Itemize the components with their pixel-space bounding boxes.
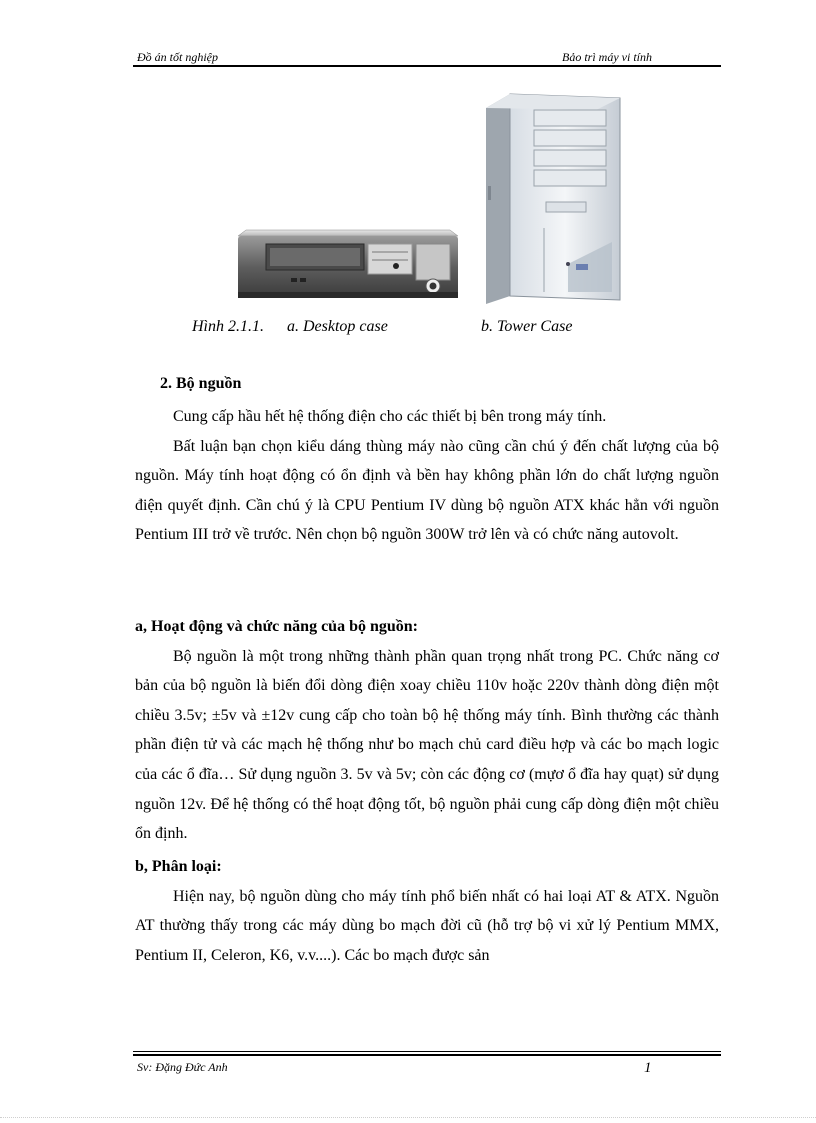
paragraph: Hiện nay, bộ nguồn dùng cho máy tính phổ biến nhất có hai loại AT & ATX. Nguồn AT thường thấy trong các máy dùng bo mạch đời cũ (hỗ trợ bộ vi xử lý Pentium MMX, Pentium II, Celeron, K6, v.v....). Các bo mạch được sản	[135, 887, 719, 964]
section-body	[135, 402, 719, 550]
subsection-heading: b, Phân loại:	[135, 858, 222, 875]
section-title: 2. Bộ nguồn	[160, 375, 242, 392]
footer-rule	[133, 1051, 721, 1052]
header-rule	[133, 65, 721, 67]
subsection-heading: a, Hoạt động và chức năng của bộ nguồn:	[135, 618, 418, 635]
desktop-case-image	[236, 222, 460, 302]
page-bottom-border	[0, 1117, 816, 1118]
figure-label-a: a. Desktop case	[287, 318, 388, 335]
subsection-b	[135, 852, 719, 970]
paragraph: Bất luận bạn chọn kiểu dáng thùng máy nào cũng cần chú ý đến chất lượng của bộ nguồn. Máy tính hoạt động có ổn định và bền hay không phần lớn do chất lượng nguồn điện quyết định. Cần chú ý là CPU Pentium IV dùng bộ nguồn ATX khác hẳn với nguồn Pentium III trở về trước. Nên chọn bộ nguồn 300W trở lên và có chức năng autovolt.	[135, 437, 719, 544]
footer-author: Sv: Đặng Đức Anh	[137, 1060, 228, 1074]
header-left: Đồ án tốt nghiệp	[137, 50, 218, 64]
figure-label-b: b. Tower Case	[481, 318, 573, 335]
figure-number: Hình 2.1.1.	[192, 318, 264, 335]
paragraph: Cung cấp hầu hết hệ thống điện cho các thiết bị bên trong máy tính.	[173, 408, 607, 425]
paragraph: Bộ nguồn là một trong những thành phần quan trọng nhất trong PC. Chức năng cơ bản của bộ nguồn là biến đổi dòng điện xoay chiều 110v hoặc 220v thành dòng điện một chiều 3.5v; ±5v và ±12v cung cấp cho toàn bộ hệ thống máy tính. Bình thường các thành phần điện tử và các mạch hệ thống như bo mạch chủ card điều hợp và các bo mạch logic của các ổ đĩa… Sử dụng nguồn 3. 5v và 5v; còn các động cơ (mựơ ổ đĩa hay quạt) sử dụng nguồn 12v. Để hệ thống có thể hoạt động tốt, bộ nguồn phải cung cấp dòng điện một chiều ổn định.	[135, 647, 719, 843]
subsection-a	[135, 612, 719, 849]
header-right: Bảo trì máy vi tính	[562, 50, 652, 64]
tower-case-image	[484, 92, 628, 306]
footer-rule	[133, 1054, 721, 1056]
page-number: 1	[644, 1060, 652, 1076]
